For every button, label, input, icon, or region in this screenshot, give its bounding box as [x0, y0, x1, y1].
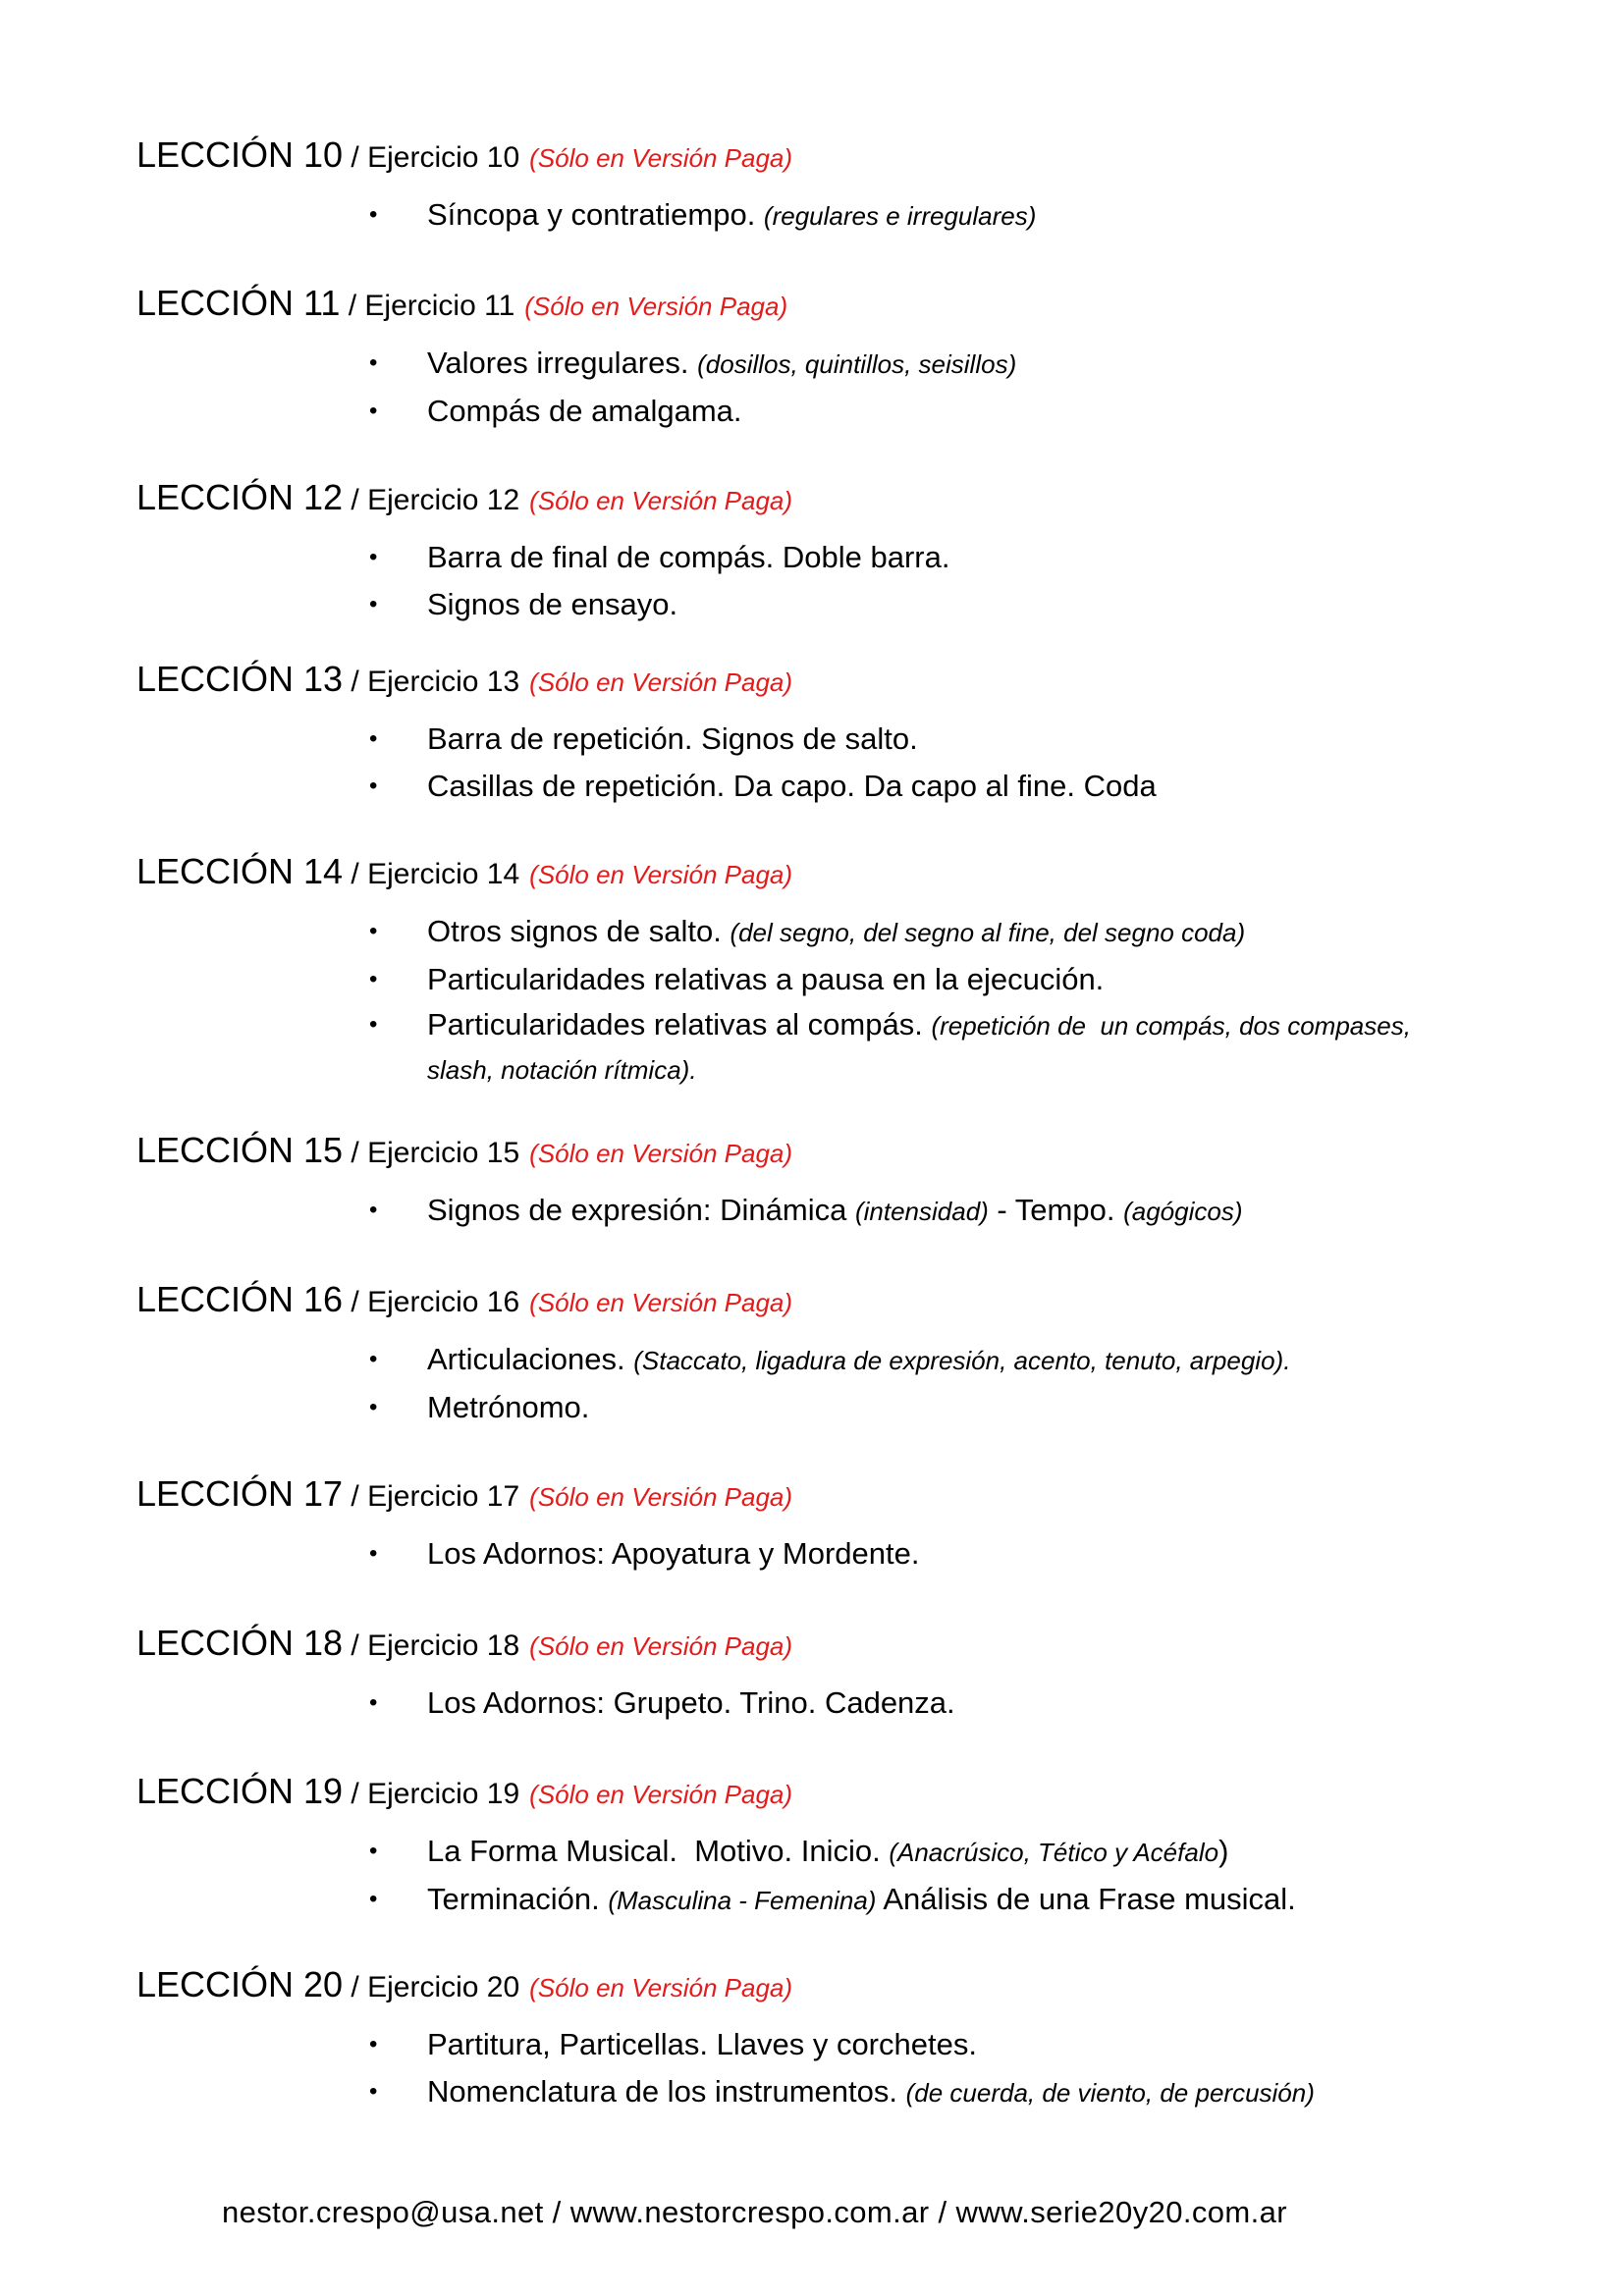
lesson-section: [136, 1622, 1511, 1727]
lesson-heading: [136, 282, 1511, 328]
bullet-icon: •: [369, 349, 378, 376]
topic-item: [136, 1003, 1468, 1092]
topic-text: Particularidades relativas a pausa en la ejecución.: [427, 962, 1105, 996]
bullet-icon: •: [369, 773, 378, 799]
lesson-title: LECCIÓN 16: [136, 1279, 344, 1319]
bullet-icon: •: [369, 1011, 378, 1038]
lesson-title: LECCIÓN 12: [136, 477, 344, 517]
topic-note: (dosillos, quintillos, seisillos): [697, 349, 1017, 379]
bullet-icon: •: [369, 1394, 378, 1420]
lesson-section: [136, 133, 1511, 240]
lesson-heading: [136, 1963, 1511, 2009]
bullet-icon: •: [369, 725, 378, 752]
lesson-title: LECCIÓN 13: [136, 659, 344, 699]
bullet-icon: •: [369, 544, 378, 570]
lesson-section: [136, 1278, 1511, 1431]
topic-item: [136, 388, 1511, 435]
topic-item: [136, 716, 1511, 763]
heading-separator: /: [343, 1778, 368, 1810]
heading-separator: /: [343, 858, 368, 890]
bullet-icon: •: [369, 1346, 378, 1372]
topic-item: [136, 1530, 1511, 1577]
topic-item: [136, 1680, 1511, 1727]
topic-note: (agógicos): [1123, 1197, 1243, 1226]
topic-text: Articulaciones.: [427, 1342, 634, 1376]
topic-note: (intensidad): [854, 1197, 989, 1226]
topic-item: [136, 1384, 1511, 1431]
bullet-icon: •: [369, 1886, 378, 1912]
topic-text: Particularidades relativas al compás: [427, 1007, 915, 1041]
topic-note: (Staccato, ligadura de expresión, acento, tenuto, arpegio).: [633, 1346, 1291, 1375]
lesson-section: [136, 476, 1511, 628]
heading-separator: /: [343, 141, 368, 174]
paid-version-tag: (Sólo en Versión Paga): [529, 1780, 793, 1809]
topic-text: Los Adornos: Grupeto. Trino. Cadenza.: [427, 1685, 955, 1720]
lesson-title: LECCIÓN 14: [136, 851, 344, 891]
topic-list: [136, 1828, 1511, 1924]
lesson-title: LECCIÓN 18: [136, 1623, 344, 1663]
exercise-label: Ejercicio 15: [367, 1137, 520, 1169]
topic-list: [136, 534, 1511, 628]
lesson-heading: [136, 1129, 1511, 1175]
lesson-section: [136, 1472, 1511, 1577]
topic-text: Valores irregulares.: [427, 346, 698, 380]
exercise-label: Ejercicio 10: [367, 141, 520, 174]
topic-note: (de cuerda, de viento, de percusión): [905, 2078, 1315, 2108]
topic-item: [136, 191, 1511, 240]
bullet-icon: •: [369, 918, 378, 944]
topic-text: Signos de expresión: Dinámica: [427, 1193, 855, 1227]
exercise-label: Ejercicio 20: [367, 1971, 520, 2003]
lesson-heading: [136, 1472, 1511, 1519]
bullet-icon: •: [369, 201, 378, 228]
heading-separator: /: [343, 1480, 368, 1513]
topic-item: [136, 340, 1511, 388]
lesson-section: [136, 1963, 1511, 2116]
topic-text: Compás de amalgama.: [427, 394, 742, 428]
topic-text: Barra de repetición. Signos de salto.: [427, 721, 918, 756]
exercise-label: Ejercicio 19: [367, 1778, 520, 1810]
paid-version-tag: (Sólo en Versión Paga): [529, 1288, 793, 1317]
heading-separator: /: [343, 484, 368, 516]
topic-item: [136, 1336, 1511, 1384]
lesson-title: LECCIÓN 17: [136, 1473, 344, 1514]
exercise-label: Ejercicio 18: [367, 1629, 520, 1662]
topic-text: La Forma Musical. Motivo. Inicio.: [427, 1834, 890, 1868]
exercise-label: Ejercicio 12: [367, 484, 520, 516]
bullet-icon: •: [369, 398, 378, 424]
lesson-heading: [136, 1622, 1511, 1668]
lesson-heading: [136, 658, 1511, 704]
paid-version-tag: (Sólo en Versión Paga): [529, 486, 793, 515]
bullet-icon: •: [369, 591, 378, 617]
topic-item: [136, 908, 1511, 956]
exercise-label: Ejercicio 14: [367, 858, 520, 890]
topic-text: Síncopa y contratiempo: [427, 197, 747, 232]
bullet-icon: •: [369, 1838, 378, 1864]
topic-item: [136, 956, 1511, 1003]
exercise-label: Ejercicio 17: [367, 1480, 520, 1513]
lesson-section: [136, 1129, 1511, 1235]
topic-item: [136, 2068, 1511, 2116]
lesson-heading: [136, 1770, 1511, 1816]
topic-list: [136, 191, 1511, 240]
heading-separator: /: [343, 1629, 368, 1662]
lesson-section: [136, 282, 1511, 435]
topic-item: [136, 2021, 1511, 2068]
heading-separator: /: [343, 666, 368, 698]
topic-text-tail: - Tempo.: [988, 1193, 1124, 1227]
lesson-heading: [136, 1278, 1511, 1324]
topic-text: Metrónomo.: [427, 1390, 590, 1424]
topic-item: [136, 1187, 1511, 1235]
topic-text-tail: Análisis de una Frase musical.: [876, 1882, 1296, 1916]
topic-list: [136, 716, 1511, 810]
topic-punct: .: [914, 1007, 932, 1041]
lesson-title: LECCIÓN 19: [136, 1771, 344, 1811]
topic-note: (del segno, del segno al fine, del segno coda): [730, 918, 1246, 947]
lesson-title: LECCIÓN 20: [136, 1964, 344, 2004]
lesson-heading: [136, 133, 1511, 180]
topic-list: [136, 1187, 1511, 1235]
heading-separator: /: [340, 290, 365, 322]
paid-version-tag: (Sólo en Versión Paga): [529, 667, 793, 697]
heading-separator: /: [343, 1137, 368, 1169]
bullet-icon: •: [369, 2031, 378, 2057]
topic-text: Partitura, Particellas. Llaves y corchetes.: [427, 2027, 977, 2061]
topic-text: Nomenclatura de los instrumentos.: [427, 2074, 906, 2109]
topic-text: Terminación.: [427, 1882, 609, 1916]
lesson-title: LECCIÓN 10: [136, 134, 344, 175]
topic-list: [136, 1680, 1511, 1727]
topic-item: [136, 581, 1511, 628]
topic-note: (regulares e irregulares): [763, 201, 1037, 231]
paid-version-tag: (Sólo en Versión Paga): [529, 1631, 793, 1661]
topic-text-tail: ): [1218, 1834, 1229, 1868]
topic-list: [136, 340, 1511, 435]
bullet-icon: •: [369, 1197, 378, 1223]
topic-punct: .: [746, 197, 764, 232]
footer-contact: nestor.crespo@usa.net / www.nestorcrespo.com.ar / www.serie20y20.com.ar: [222, 2195, 1288, 2229]
topic-list: [136, 2021, 1511, 2116]
lesson-section: [136, 1770, 1511, 1924]
topic-text: Los Adornos: Apoyatura y Mordente.: [427, 1536, 920, 1571]
topic-note: (Masculina - Femenina): [608, 1886, 877, 1915]
topic-note: (Anacrúsico, Tético y Acéfalo: [889, 1838, 1219, 1867]
paid-version-tag: (Sólo en Versión Paga): [529, 1973, 793, 2002]
lesson-heading: [136, 850, 1511, 896]
paid-version-tag: (Sólo en Versión Paga): [524, 292, 788, 321]
exercise-label: Ejercicio 16: [367, 1286, 520, 1318]
topic-list: [136, 1336, 1511, 1431]
topic-list: [136, 908, 1511, 1092]
paid-version-tag: (Sólo en Versión Paga): [529, 860, 793, 889]
topic-list: [136, 1530, 1511, 1577]
topic-note: (repetición de un compás, dos compases, slash, notación rítmica).: [427, 1011, 1419, 1085]
lesson-title: LECCIÓN 15: [136, 1130, 344, 1170]
exercise-label: Ejercicio 11: [364, 290, 515, 322]
topic-item: [136, 1876, 1511, 1924]
paid-version-tag: (Sólo en Versión Paga): [529, 143, 793, 173]
topic-text: Signos de ensayo.: [427, 587, 678, 621]
topic-text: Barra de final de compás. Doble barra.: [427, 540, 950, 574]
lesson-heading: [136, 476, 1511, 522]
topic-text: Casillas de repetición. Da capo. Da capo al fine. Coda: [427, 769, 1157, 803]
topic-item: [136, 1828, 1511, 1876]
paid-version-tag: (Sólo en Versión Paga): [529, 1139, 793, 1168]
exercise-label: Ejercicio 13: [367, 666, 520, 698]
heading-separator: /: [343, 1286, 368, 1318]
topic-item: [136, 763, 1511, 810]
bullet-icon: •: [369, 966, 378, 992]
lesson-section: [136, 850, 1511, 1092]
paid-version-tag: (Sólo en Versión Paga): [529, 1482, 793, 1512]
bullet-icon: •: [369, 1689, 378, 1716]
bullet-icon: •: [369, 2078, 378, 2105]
heading-separator: /: [343, 1971, 368, 2003]
topic-item: [136, 534, 1511, 581]
lesson-title: LECCIÓN 11: [136, 283, 341, 323]
topic-text: Otros signos de salto.: [427, 914, 730, 948]
lesson-section: [136, 658, 1511, 810]
bullet-icon: •: [369, 1540, 378, 1567]
